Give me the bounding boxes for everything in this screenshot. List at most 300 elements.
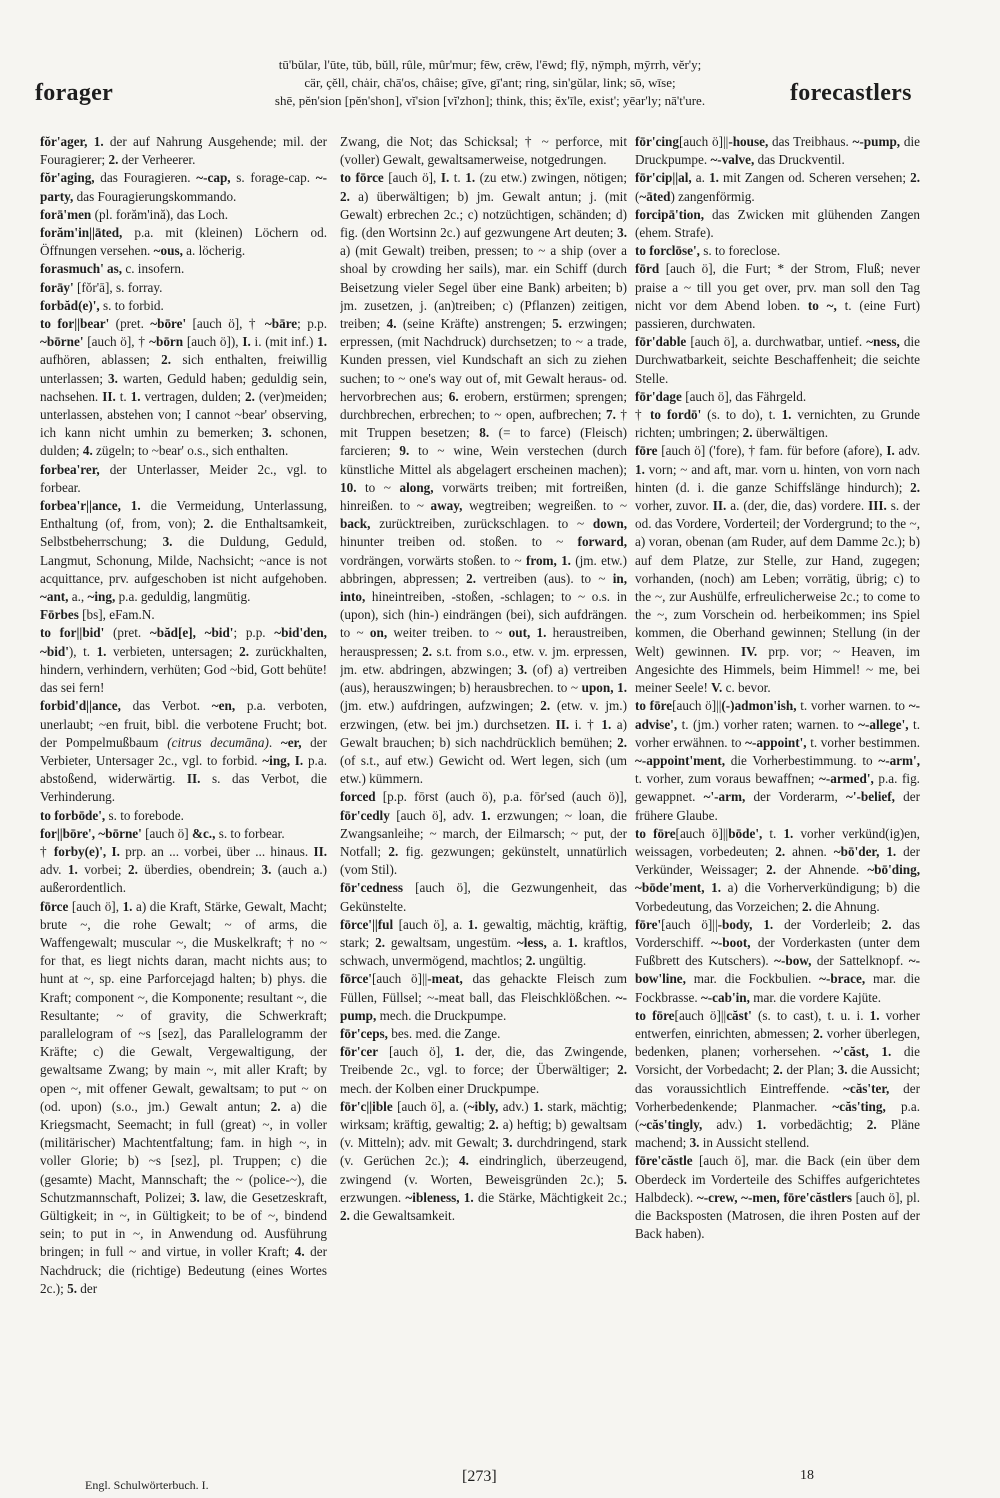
- entry-text: verbieten, untersagen;: [106, 643, 240, 659]
- headword: forby(e)', I.: [53, 843, 120, 859]
- headword: ~-allege',: [858, 716, 909, 732]
- headword: 3.: [617, 225, 627, 241]
- entry-text: vorbei;: [77, 862, 128, 878]
- headword: ~-bow,: [774, 953, 812, 969]
- headword: -body, 1.: [717, 916, 774, 932]
- entry-text: vorher überlegen, bedenken, planen; vorhersehen.: [635, 1025, 920, 1060]
- entry-text: s. to foreclose.: [699, 243, 781, 259]
- headword: ~-brace,: [819, 971, 866, 987]
- headword: ~bō'der, 1.: [833, 843, 897, 859]
- entry-text: s. to forbid.: [99, 297, 164, 313]
- entry-text: t.: [762, 825, 784, 841]
- entry-text: [auch ö],: [378, 1044, 455, 1060]
- dictionary-entry: [340, 133, 627, 169]
- entry-text: die Gewaltsamkeit.: [349, 1207, 455, 1223]
- entry-text: eindringlich, überzeugend, zwingend (v. Worten, Beweisgründen 2c.);: [340, 1153, 627, 1187]
- headword: fōr'dable: [635, 334, 687, 350]
- entry-text: vorher, zuvor.: [635, 498, 713, 514]
- entry-text: das Druckventil.: [754, 152, 845, 168]
- headword: ~less,: [516, 934, 547, 950]
- entry-text: a) überwältigen; b) jm. Gewalt antun; j. (mit Gewalt) erbrechen 2c.; c) notzüchtigen, schänden; d) fig. (den Wortsinn 2c.) auf gezwungene Art deuten;: [340, 188, 627, 241]
- column-3: [635, 133, 920, 1463]
- entry-text: zurückhalten, hindern, verhindern, verhüten; God ~bid, Gott behüte! das sei fern!: [40, 643, 327, 696]
- headword: fōr'cedness: [340, 880, 403, 896]
- headword: fōr'c||ible: [340, 1098, 393, 1114]
- entry-text: durchdringend, stark (v. Gerüchen 2c.);: [340, 1135, 627, 1169]
- headword: fŏr'ager, 1.: [40, 134, 104, 149]
- headword: 6.: [448, 388, 459, 404]
- entry-text: mar. die Fockbulien.: [685, 971, 820, 987]
- headword: 1.: [130, 388, 141, 404]
- entry-text: a) Gewalt brauchen; b) sich nachdrücklich bemühen;: [340, 716, 627, 750]
- entry-text: der Plan;: [782, 1062, 838, 1078]
- entry-text: vorbedächtig;: [766, 1116, 867, 1132]
- entry-text: die Duldung, Geduld, Langmut, Schonung, Milde, Nachsicht; ~ance is not acquittance, prv. aufgeschoben ist nicht aufgehoben.: [40, 534, 327, 586]
- headword: II.: [712, 498, 727, 514]
- entry-text: der Vorderkasten (unter dem Fußbrett des Kutschers).: [635, 934, 920, 969]
- entry-text: [auch ö],: [68, 898, 123, 914]
- entry-text: [auch ö]||: [678, 134, 729, 149]
- entry-text: p.a. abstoßend, widerwärtig.: [40, 752, 327, 787]
- dictionary-entry: [40, 206, 327, 224]
- entry-text: a.: [691, 170, 710, 186]
- entry-text: [auch ö], a. durchwatbar, untief.: [686, 334, 867, 350]
- headword: 2.: [270, 1098, 281, 1114]
- headword: away,: [430, 498, 463, 514]
- pronunciation-key-line: tū'bŭlar, l'ūte, tŭb, bŭll, rûle, mûr'mur; fēw, crēw, l'ēwd; flȳ, nȳmph, mȳrrh, vĕr'y;: [278, 57, 702, 72]
- headword: to for||bear': [40, 316, 110, 332]
- dictionary-entry: [40, 807, 327, 825]
- headword: ~bōre': [150, 316, 187, 332]
- entry-text: adv.): [498, 1098, 534, 1114]
- dictionary-entry: [340, 1098, 627, 1225]
- headword: 2.: [488, 1116, 499, 1132]
- headword: 2.: [540, 698, 551, 714]
- entry-text: to ~: [356, 479, 400, 495]
- headword: to forbōde',: [40, 807, 106, 823]
- entry-text: †: [635, 407, 651, 423]
- headword: 1.: [635, 461, 645, 477]
- headword: 3.: [689, 1135, 700, 1151]
- headword: ~căs'ter,: [842, 1080, 890, 1096]
- headword: forasmuch' as,: [40, 261, 123, 277]
- dictionary-entry: [635, 206, 920, 242]
- entry-text: die Druckpumpe.: [635, 134, 920, 168]
- headword: to for||bid': [40, 625, 105, 641]
- dictionary-entry: [340, 916, 627, 971]
- entry-text: das Treibhaus.: [768, 134, 853, 149]
- entry-text: das Fouragieren.: [94, 170, 197, 186]
- entry-text: stark, mächtig; wirksam; kräftig, gewaltig;: [340, 1098, 627, 1132]
- dictionary-entry: [340, 1043, 627, 1098]
- entry-text: der, die, das Zwingende, Treibende 2c., vgl. to force; der Überwältiger;: [340, 1044, 627, 1078]
- headword: 3.: [162, 534, 173, 550]
- entry-text: to ~ wine, Wein verstechen (durch künstliche Mittel als abgelagert erscheinen machen);: [340, 443, 627, 477]
- headword: ~ing, I.: [262, 752, 304, 768]
- dictionary-entry: [340, 879, 627, 915]
- headword: ~'-belief,: [845, 789, 895, 805]
- headword: &c.,: [191, 825, 216, 841]
- entry-text: p.a. fig. gewappnet.: [635, 771, 920, 805]
- entry-text: die Vermeidung, Unterlassung, Enthaltung (of, from, von);: [40, 498, 327, 532]
- dictionary-entry: [635, 825, 920, 916]
- dictionary-entry: [635, 916, 920, 1007]
- entry-text: (: [635, 188, 640, 204]
- entry-text: der Unterlasser, Meider 2c., vgl. to forbear.: [40, 461, 327, 495]
- headword: ~ibleness, 1.: [405, 1189, 474, 1205]
- entry-text: weiter treiben. to ~: [387, 625, 509, 641]
- entry-text: kraftlos, schwach, unvermögend, machtlos;: [340, 934, 627, 969]
- entry-text: a) die Vorherverkündigung; b) die Vorbedeutung, das Vorzeichen;: [635, 880, 920, 914]
- headword: forbea'rer,: [40, 461, 100, 477]
- entry-text: a) die Kriegsmacht, Seemacht; in full (great) ~, in voller (militärischer) Machtentfaltung; fam. in high ~, in voller Glorie; b) ~s [sez], pl. Truppen; c) die (gesamte) Macht, Mannschaft; the ~ (police-~), die Schutzmannschaft, Polizei;: [40, 1098, 327, 1205]
- headword: ~băd[e], ~bid': [149, 625, 234, 641]
- entry-text: die Enthaltsamkeit, Selbstbeherrschung;: [40, 516, 327, 550]
- headword: 2.: [340, 188, 350, 204]
- dictionary-entry: [40, 697, 327, 806]
- dictionary-entry: [40, 606, 327, 624]
- entry-text: vernichten, zu Grunde richten; umbringen;: [635, 407, 920, 441]
- headword: on,: [369, 625, 388, 641]
- headword: in, into,: [340, 570, 627, 605]
- entry-text: erzwungen; ~ loan, die Zwangsanleihe; ~ march, der Eilmarsch; ~ put, der Notfall;: [340, 807, 627, 859]
- entry-text: (jm. etw.) abbringen, abpressen;: [340, 552, 627, 586]
- headword: fōr'ceps,: [340, 1025, 388, 1041]
- headword: 3.: [517, 661, 528, 677]
- entry-text: vertragen, dulden;: [140, 388, 246, 404]
- headword: 3.: [189, 1189, 200, 1205]
- headword: V.: [711, 680, 723, 696]
- entry-text: ahnen.: [785, 843, 834, 859]
- headword: 9.: [399, 443, 410, 459]
- entry-text: t. (eine Furt) passieren, durchwaten.: [635, 297, 920, 332]
- headword: 1.: [96, 643, 107, 659]
- dictionary-entry: [40, 169, 327, 205]
- headword: along,: [399, 479, 434, 495]
- headword: fōr'cip||al,: [635, 170, 692, 186]
- entry-text: die Ahnung.: [811, 898, 880, 914]
- entry-text: mech. die Druckpumpe.: [376, 1007, 507, 1023]
- headword: fōre'căstle: [635, 1153, 693, 1169]
- entry-text: ) zangenförmig.: [670, 188, 755, 204]
- dictionary-entry: [635, 406, 920, 442]
- entry-text: schonen, dulden;: [40, 425, 327, 459]
- entry-text: t. vorher bestimmen.: [806, 734, 920, 750]
- entry-text: s. das Verbot, die Verhinderung.: [40, 771, 327, 805]
- entry-text: (of) a) vertreiben (aus), herauszwingen; b) herausbrechen. to ~: [340, 661, 627, 696]
- headword: 2.: [203, 516, 214, 532]
- entry-text: vorher entwerfen, einrichten, abmessen;: [635, 1007, 920, 1041]
- headword: II.: [186, 771, 201, 787]
- dictionary-entry: [40, 260, 327, 278]
- dictionary-entry: [635, 442, 920, 697]
- entry-text: die Aussicht; das voraussichtlich Eintreffende.: [635, 1062, 920, 1096]
- entry-text: vertreiben (aus). to ~: [476, 570, 613, 586]
- headword: 4.: [82, 443, 93, 459]
- entry-text: ), t.: [68, 643, 97, 659]
- entry-text: t. vorher, zum voraus bewaffnen;: [635, 771, 819, 787]
- column-1: [40, 133, 327, 1463]
- headword: fōr'cing: [635, 134, 679, 149]
- dictionary-entry: [635, 169, 920, 205]
- entry-text: a.: [546, 934, 568, 950]
- headword: I.: [886, 443, 895, 459]
- entry-text: t. (jm.) vorher raten; warnen. to: [677, 716, 859, 732]
- headword: ~-boot,: [711, 934, 751, 950]
- headword: 1.: [533, 1098, 544, 1114]
- entry-text: aufhören, ablassen;: [40, 352, 162, 368]
- dictionary-entry: [40, 461, 327, 497]
- entry-text: der frühere Glaube.: [635, 789, 920, 823]
- headword: fōre: [635, 443, 658, 459]
- entry-text: hineintreiben, -stoßen, -schlagen; to ~ o.s. in (upon), sich (hin-) eindrängen (bei), sich aufdrängen. to ~: [340, 589, 627, 641]
- entry-text: der auf Nahrung Ausgehende; mil. der Fouragierer;: [40, 134, 327, 168]
- entry-text: vordrängen, vorwärts stoßen. to ~: [340, 552, 526, 568]
- headword: IV.: [740, 643, 758, 659]
- headword: (-)admon'ish,: [721, 698, 797, 714]
- entry-text: fig. gezwungen; gekünstelt, unnatürlich (vom Stil).: [340, 843, 627, 878]
- entry-text: wegtreiben; wegreißen. to ~: [462, 498, 627, 514]
- headword: ~en,: [211, 698, 236, 714]
- entry-text: das Vorderschiff.: [635, 916, 920, 950]
- entry-text: [p.p. fōrst (auch ö), p.a. fōr'sed (auch ö)],: [375, 789, 627, 805]
- dictionary-entry: [40, 624, 327, 697]
- headword: II.: [313, 843, 327, 859]
- headword: 7.: [606, 407, 616, 423]
- headword: forbăd(e)',: [40, 297, 100, 313]
- entry-text: mar. die Fockbrasse.: [635, 971, 920, 1005]
- entry-text: der Vorderleib;: [773, 916, 882, 932]
- entry-text: [bs], eFam.N.: [78, 607, 155, 623]
- entry-text: bes. med. die Zange.: [387, 1025, 501, 1041]
- headword: 2.: [108, 152, 119, 168]
- entry-text: [auch ö], adv.: [389, 807, 481, 823]
- dictionary-entry: [40, 497, 327, 606]
- entry-text: ungültig.: [535, 953, 587, 969]
- dictionary-entry: [40, 297, 327, 315]
- headword: fōrce': [340, 971, 372, 987]
- entry-text: die Durchwatbarkeit, seichte Beschaffenheit; die seichte Stelle.: [635, 334, 920, 386]
- entry-text: [auch ö]||: [672, 698, 722, 714]
- entry-text: prp. an ... vorbei, über ... hinaus.: [119, 843, 314, 859]
- entry-text: (pret.: [104, 625, 150, 641]
- headword: out, 1.: [508, 625, 547, 641]
- headword: 2.: [910, 170, 920, 186]
- entry-text: mech. der Kolben einer Druckpumpe.: [340, 1080, 540, 1096]
- headword: 1.: [567, 934, 578, 950]
- entry-text: (s. to cast), t. u. i.: [751, 1007, 870, 1023]
- entry-text: das Fouragierungskommando.: [73, 188, 237, 204]
- headword: for||bōre', ~bōrne': [40, 825, 142, 841]
- headword: 1.: [122, 898, 133, 914]
- entry-text: s. to forbear.: [215, 825, 285, 841]
- dictionary-entry: [340, 970, 627, 1025]
- entry-text: [auch ö]),: [183, 334, 243, 350]
- entry-text: die Stärke, Mächtigkeit 2c.;: [473, 1189, 627, 1205]
- headword: 8.: [479, 425, 490, 441]
- entry-text: hinunter treiben od. stoßen. to ~: [340, 534, 578, 550]
- entry-text: (ver)meiden; unterlassen, abstehen von; I cannot ~bear' observing, ich kann nicht umhin zu bemerken;: [40, 388, 327, 441]
- entry-text: s. forage-cap.: [230, 170, 316, 186]
- headword: ~er,: [280, 734, 302, 750]
- entry-text: t. vorher erwähnen. to: [635, 716, 920, 750]
- entry-text: (seine Kräfte) anstrengen;: [396, 316, 553, 332]
- entry-text: [auch ö], das Fährgeld.: [681, 388, 807, 404]
- headword: 2.: [127, 862, 138, 878]
- headword: 2.: [775, 843, 786, 859]
- headword: 2.: [617, 734, 627, 750]
- entry-text: [auch ö], die Gezwungenheit, das Gekünstelte.: [340, 880, 627, 914]
- headword: -house,: [728, 134, 769, 149]
- dictionary-entry: [635, 260, 920, 333]
- headword: ~-cab'in,: [700, 989, 750, 1005]
- entry-text: adv.): [702, 1116, 757, 1132]
- headword: 4.: [459, 1153, 469, 1169]
- entry-text: [auch ö]||: [371, 971, 428, 987]
- entry-text: a.,: [68, 589, 88, 605]
- headword: ~bōrne': [40, 334, 84, 350]
- entry-text: sich enthalten, freiwillig unterlassen;: [40, 352, 327, 386]
- headword: to forclōse',: [635, 243, 700, 259]
- entry-text: † mit Truppen besetzen;: [340, 407, 627, 441]
- headword: ~-pump,: [852, 134, 901, 149]
- entry-text: p.a. (: [635, 1098, 920, 1132]
- headword: ~-appoint',: [745, 734, 807, 750]
- headword: 1.: [480, 807, 491, 823]
- headword: ~ness,: [866, 334, 900, 350]
- headword: fōrce: [40, 898, 69, 914]
- headword: ~-armed',: [818, 771, 874, 787]
- headword: to ~,: [807, 297, 837, 313]
- headword: 1.: [467, 916, 478, 932]
- headword: forcipā'tion,: [635, 206, 704, 222]
- entry-text: ; p.p.: [297, 316, 327, 332]
- entry-text: der: [77, 1280, 98, 1296]
- entry-text: t.: [115, 388, 131, 404]
- entry-text: Zwang, die Not; das Schicksal; † ~ perforce, mit (voller) Gewalt, gewaltsamerweise, notgedrungen.: [340, 134, 627, 168]
- headword: I.: [440, 170, 450, 186]
- headword: upon, 1.: [581, 680, 627, 696]
- dictionary-entry: [40, 315, 327, 461]
- headword: 2.: [881, 916, 892, 932]
- headword: fōr'cer: [340, 1044, 379, 1060]
- page-number: [273]: [462, 1468, 497, 1485]
- headword: 3.: [261, 862, 272, 878]
- headword: ~'căst, 1.: [833, 1044, 892, 1060]
- headword: ~-bow'line,: [635, 953, 920, 987]
- headword: ~bid'den, ~bid': [40, 625, 327, 659]
- headword: ~-party,: [40, 170, 327, 204]
- entry-text: s. der od. das Vordere, Vorderteil; der Vordergrund; to the ~, a) voran, obenan (am Ruder, auf dem Damme 2c.); b) auf dem Platze, zur Stelle, zur Hand, zugegen; vorhanden, (noch) am Leben; vorrätig, übrig; c) to the ~, zur Aushülfe, erfreulicherweise 2c.; to come to the ~, zum Vorschein od. herbeikommen; ins Spiel kommen, die Oberhand gewinnen; Stellung (in der Welt) gewinnen.: [635, 498, 920, 659]
- headword: 2.: [245, 388, 255, 404]
- headword: 3.: [502, 1135, 513, 1151]
- headword: 2.: [525, 953, 536, 969]
- dictionary-entry: [635, 1007, 920, 1153]
- dictionary-entry: [340, 169, 627, 788]
- pronunciation-key-line: shē, pĕn'sion [pĕn'shon], vĭ'sion [vĭ'zhon]; think, this; ĕx'īle, exist'; yēar'ly; nā't'ure.: [274, 93, 706, 108]
- entry-text: a) die Kraft, Stärke, Gewalt, Macht; brute ~, die rohe Gewalt; ~ of arms, die Waffengewalt; muscular ~, die Muskelkraft; † no ~ for that, es liegt nichts daran, macht nichts aus; to hunt at ~, sp. eine Parforcejagd halten; b) phys. die Kraft; component ~, die Komponente; resultant ~, die Resultante; ~ of gravity, die Schwerkraft; parallelogram of ~s [sez], das Parallelogramm der Kräfte; c) die Gewalt, Vergewaltigung, der gewaltsame Zwang; by main ~, mit aller Kraft; by open ~, mit offener Gewalt, gewaltsam; to put ~ on (od. upon) (s.o., jm.) Gewalt antun;: [40, 898, 327, 1114]
- headword: 2.: [617, 1062, 627, 1078]
- headword: to fordō': [650, 407, 702, 423]
- italic-term: (citrus decumāna): [167, 734, 269, 750]
- headword: ~-valve,: [710, 152, 755, 168]
- entry-text: (pret.: [109, 316, 151, 332]
- entry-text: [auch ö]: [141, 825, 192, 841]
- entry-text: a) heftig; b) gewaltsam (v. Mitteln); adv. mit Gewalt;: [340, 1116, 627, 1151]
- headword: to fōrce: [340, 170, 384, 186]
- headword: 4.: [294, 1244, 305, 1260]
- headword: 1.: [709, 170, 719, 186]
- dictionary-entry: [40, 279, 327, 297]
- headword: 2.: [813, 1025, 823, 1041]
- entry-text: s. to forebode.: [105, 807, 184, 823]
- headword: 1.: [781, 407, 792, 423]
- headword: 4.: [386, 316, 397, 332]
- entry-text: vorwärts treiben; mit fortreißen, hinreißen. to ~: [340, 479, 627, 514]
- headword: back,: [340, 516, 371, 532]
- entry-text: der Sattelknopf.: [811, 953, 909, 969]
- headword: ~ing,: [87, 589, 116, 605]
- headword: 2.: [161, 352, 172, 368]
- dictionary-entry: [40, 825, 327, 843]
- headword: 1.: [869, 1007, 880, 1023]
- entry-text: [auch ö], die Furt; * der Strom, Fluß; never praise a ~ till you get over, prv. man soll den Tag nicht vor dem Abend loben.: [635, 261, 920, 313]
- entry-text: der Nachdruck; die (richtige) Bedeutung (eines Wortes 2c.);: [40, 1244, 327, 1296]
- entry-text: [auch ö],: [383, 170, 441, 186]
- headword: 1.: [454, 1044, 465, 1060]
- headword: forāy': [40, 279, 74, 295]
- guide-word-first: forager: [35, 80, 114, 106]
- headword: ~bō'ding, ~bōde'ment, 1.: [635, 862, 920, 896]
- entry-text: c. bevor.: [722, 680, 771, 696]
- entry-text: (of s.t., auf etw.) Gewicht od. Wert legen, sich (um etw.) kümmern.: [340, 752, 627, 787]
- dictionary-entry: [635, 242, 920, 260]
- dictionary-entry: [40, 843, 327, 898]
- headword: fōr'dage: [635, 388, 682, 404]
- headword: căst': [726, 1007, 752, 1023]
- entry-text: ; p.p.: [233, 625, 275, 641]
- headword: fōr'cedly: [340, 807, 390, 823]
- entry-text: a. löcherig.: [182, 243, 246, 259]
- headword: Fōrbes: [40, 607, 79, 623]
- headword: 5.: [617, 1171, 627, 1187]
- headword: ~căs'ting,: [832, 1098, 886, 1114]
- printer-signature: Engl. Schulwörterbuch. I.: [85, 1478, 209, 1492]
- headword: ~'-arm,: [703, 789, 746, 805]
- entry-text: mit Zangen od. Scheren versehen;: [718, 170, 911, 186]
- headword: 1.: [465, 170, 476, 186]
- entry-text: (etw. v. jm.) erzwingen, (etw. bei jm.) durchsetzen.: [340, 698, 627, 732]
- entry-text: [auch ö]||: [675, 825, 729, 841]
- headword: ~-advise',: [635, 698, 920, 732]
- entry-text: vorher verkünd(ig)en, weissagen, vorbedeuten;: [635, 825, 920, 859]
- headword: ~-pump,: [340, 989, 627, 1023]
- headword: 2.: [766, 862, 777, 878]
- pronunciation-key: [195, 56, 785, 110]
- headword: down,: [592, 516, 627, 532]
- headword: 5.: [67, 1280, 77, 1296]
- headword: 5.: [552, 316, 563, 332]
- entry-text: a. (der, die, das) vordere.: [726, 498, 869, 514]
- entry-text: (= to farce) (Fleisch) farcieren;: [340, 425, 627, 459]
- entry-text: vorn; ~ and aft, mar. vorn u. hinten, von vorn nach hinten (d. i. die ganze Schiffslänge hindurch);: [635, 461, 920, 495]
- headword: ~căs'tingly,: [639, 1116, 703, 1132]
- headword: forbid'd||ance,: [40, 698, 121, 714]
- entry-text: t.: [449, 170, 466, 186]
- entry-text: [auch ö], a.: [393, 916, 468, 932]
- entry-text: die Vorherbestimmung. to: [725, 752, 879, 768]
- entry-text: [auch ö] ('fore), † fam. für before (afore),: [657, 443, 887, 459]
